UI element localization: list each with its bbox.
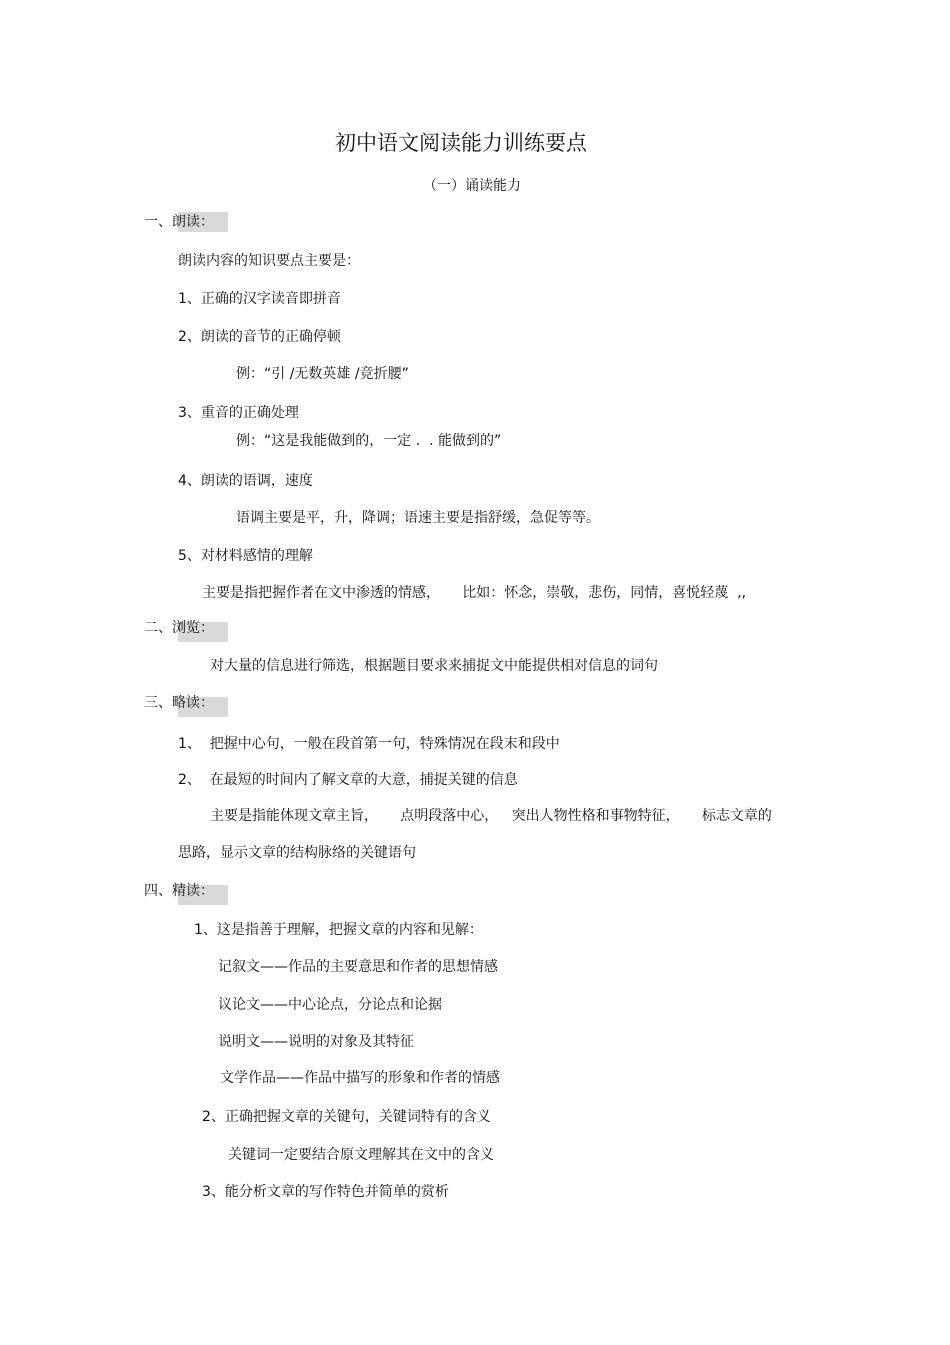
paragraph: 对大量的信息进行筛选，根据题目要求来捕捉文中能提供相对信息的词句 [210, 658, 658, 674]
paragraph: 朗读内容的知识要点主要是： [178, 253, 360, 269]
section-heading-intensive-reading: 四、精读： [144, 883, 214, 899]
example-text: 例：“这是我能做到的，一定 . . 能做到的” [236, 433, 502, 449]
note-text: 语调主要是平，升，降调；语速主要是指舒缓，急促等等。 [236, 510, 600, 526]
genre-item: 说明文——说明的对象及其特征 [218, 1034, 414, 1050]
note-text: 思路，显示文章的结构脉络的关键语句 [178, 845, 416, 861]
section-heading-browsing: 二、浏览： [144, 620, 214, 636]
list-item: 5、对材料感情的理解 [178, 548, 313, 564]
section-heading-skimming: 三、略读： [144, 695, 214, 711]
document-subtitle: （一）诵读能力 [423, 178, 521, 194]
note-text: 主要是指把握作者在文中渗透的情感， 比如：怀念，崇敬，悲伤，同情，喜悦轻蔑 ,, [202, 585, 747, 601]
document-title: 初中语文阅读能力训练要点 [335, 131, 587, 155]
list-item: 2、正确把握文章的关键句，关键词特有的含义 [202, 1109, 491, 1125]
list-item: 2、 在最短的时间内了解文章的大意，捕捉关键的信息 [178, 772, 518, 788]
example-text: 例：“引 /无数英雄 /竞折腰” [236, 366, 409, 382]
note-text: 主要是指能体现文章主旨， 点明段落中心， 突出人物性格和事物特征， 标志文章的 [210, 808, 772, 824]
list-item: 1、正确的汉字读音即拼音 [178, 291, 341, 307]
note-text: 关键词一定要结合原文理解其在文中的含义 [228, 1147, 494, 1163]
list-item: 4、朗读的语调，速度 [178, 473, 313, 489]
genre-item: 议论文——中心论点，分论点和论据 [218, 997, 442, 1013]
list-item: 1、 把握中心句，一般在段首第一句，特殊情况在段末和段中 [178, 736, 560, 752]
list-item: 2、朗读的音节的正确停顿 [178, 329, 341, 345]
genre-item: 记叙文——作品的主要意思和作者的思想情感 [218, 959, 498, 975]
list-item: 3、重音的正确处理 [178, 405, 299, 421]
genre-item: 文学作品——作品中描写的形象和作者的情感 [220, 1070, 500, 1086]
list-item: 1、这是指善于理解，把握文章的内容和见解： [194, 922, 483, 938]
section-heading-reading-aloud: 一、朗读： [144, 214, 214, 230]
list-item: 3、能分析文章的写作特色并简单的赏析 [202, 1184, 449, 1200]
